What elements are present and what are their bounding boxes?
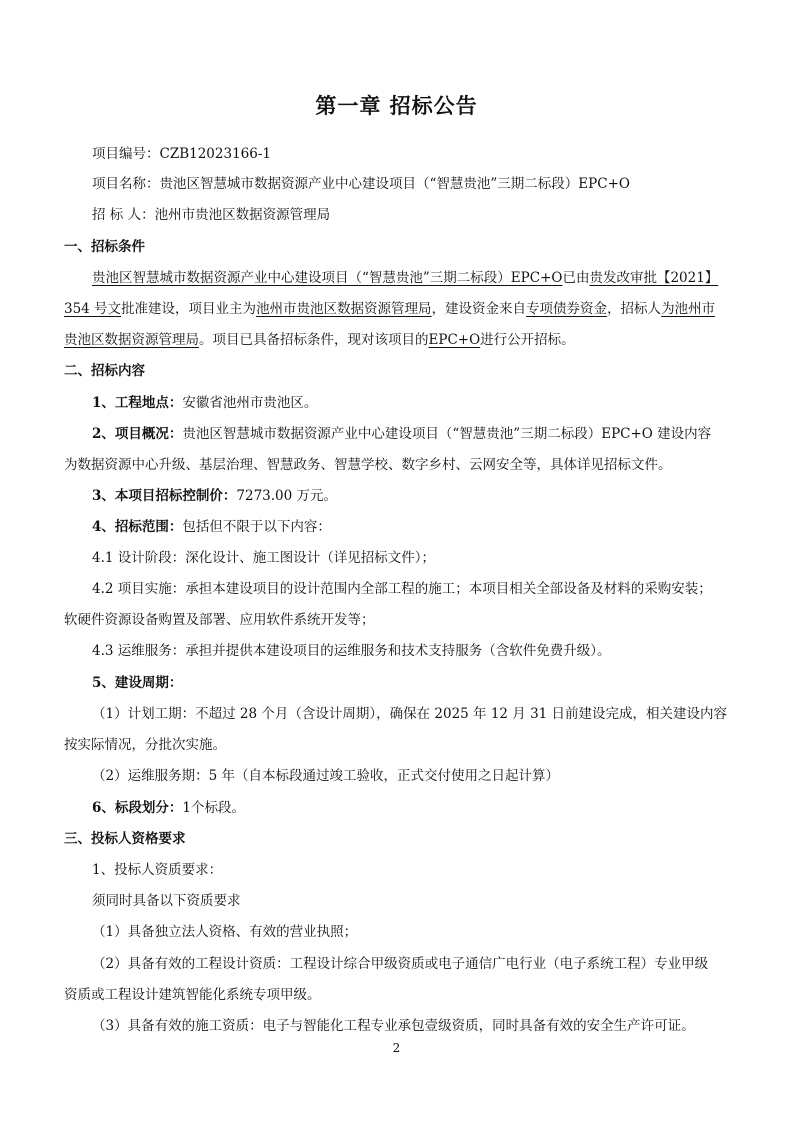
section-1-heading: 一、招标条件 xyxy=(64,239,145,255)
s1-text: 。项目已具备招标条件，现对该项目的 xyxy=(199,332,429,348)
qualification-item-3: （3）具备有效的施工资质：电子与智能化工程专业承包壹级资质，同时具备有效的安全生产许可证。 xyxy=(92,1018,695,1034)
item-label: 2、项目概况： xyxy=(92,426,183,442)
qualification-item-1: （1）具备独立法人资格、有效的营业执照； xyxy=(92,924,358,940)
section-3-heading: 三、投标人资格要求 xyxy=(64,831,186,847)
item-6 xyxy=(92,798,732,818)
qualification-item-2: （2）具备有效的工程设计资质：工程设计综合甲级资质或电子通信广电行业（电子系统工程）专业甲级 xyxy=(92,956,709,972)
item-5-2: （2）运维服务期：5 年（自本标段通过竣工验收，正式交付使用之日起计算） xyxy=(92,768,559,784)
approval-doc-ref: 贵发改审批【2021】 xyxy=(589,270,719,286)
item-5-1-cont: 按实际情况，分批次实施。 xyxy=(64,737,226,753)
s1-line-3 xyxy=(64,330,732,350)
qualification-1: 1、投标人资质要求： xyxy=(92,862,223,878)
s1-text: ，建设资金来自 xyxy=(431,301,527,317)
s1-line-1 xyxy=(92,268,732,288)
item-5 xyxy=(92,673,732,693)
item-4 xyxy=(92,517,732,537)
item-4-1: 4.1 设计阶段：深化设计、施工图设计（详见招标文件）； xyxy=(92,550,436,566)
owner-ref: 池州市贵池区数据资源管理局 xyxy=(256,301,432,317)
section-2-heading: 二、招标内容 xyxy=(64,363,145,379)
mode-ref: EPC+O xyxy=(428,332,481,348)
s1-text: ，招标人 xyxy=(607,301,662,317)
tenderer-ref-2: 贵池区数据资源管理局 xyxy=(64,332,199,348)
page-number: 2 xyxy=(392,1041,401,1055)
project-name: 项目名称：贵池区智慧城市数据资源产业中心建设项目（“智慧贵池”三期二标段）EPC+O xyxy=(92,176,630,192)
project-number: 项目编号：CZB12023166-1 xyxy=(92,146,271,162)
project-name-ref: 贵池区智慧城市数据资源产业中心建设项目（“智慧贵池”三期二标段）EPC+O xyxy=(92,270,563,286)
item-label: 5、建设周期： xyxy=(92,675,183,691)
item-label: 6、标段划分： xyxy=(92,800,183,816)
item-1 xyxy=(92,393,732,413)
item-3 xyxy=(92,486,732,506)
item-5-1: （1）计划工期：不超过 28 个月（含设计周期），确保在 2025 年 12 月 31 日前建设完成，相关建设内容 xyxy=(92,706,728,722)
chapter-title: 第一章 招标公告 xyxy=(315,94,478,118)
qualification-intro: 须同时具备以下资质要求 xyxy=(92,893,241,909)
item-text: 1个标段。 xyxy=(182,800,245,816)
s1-text: 进行公开招标。 xyxy=(480,332,575,348)
tenderer: 招 标 人：池州市贵池区数据资源管理局 xyxy=(92,207,331,223)
item-2 xyxy=(92,424,732,444)
item-text: 7273.00 万元。 xyxy=(236,488,338,504)
s1-text: 批准建设，项目业主为 xyxy=(121,301,257,317)
item-label: 4、招标范围： xyxy=(92,519,183,535)
funding-ref: 专项债券资金 xyxy=(526,301,608,317)
item-4-3: 4.3 运维服务：承担并提供本建设项目的运维服务和技术支持服务（含软件免费升级）。 xyxy=(92,643,611,659)
qualification-item-2-cont: 资质或工程设计建筑智能化系统专项甲级。 xyxy=(64,987,321,1003)
item-label: 1、工程地点： xyxy=(92,395,183,411)
item-2-cont: 为数据资源中心升级、基层治理、智慧政务、智慧学校、数字乡村、云网安全等，具体详见招标文件。 xyxy=(64,457,672,473)
item-4-2: 4.2 项目实施：承担本建设项目的设计范围内全部工程的施工；本项目相关全部设备及材料的采购安装； xyxy=(92,581,712,597)
s1-text: 已由 xyxy=(562,270,590,286)
item-text: 安徽省池州市贵池区。 xyxy=(182,395,318,411)
item-text: 贵池区智慧城市数据资源产业中心建设项目（“智慧贵池”三期二标段）EPC+O 建设内容 xyxy=(182,426,712,442)
s1-line-2 xyxy=(64,299,732,319)
item-label: 3、本项目招标控制价： xyxy=(92,488,237,504)
item-4-2-cont: 软硬件资源设备购置及部署、应用软件系统开发等； xyxy=(64,612,375,628)
tenderer-ref: 为池州市 xyxy=(661,301,716,317)
item-text: 包括但不限于以下内容： xyxy=(182,519,331,535)
approval-doc-ref-2: 354 号文 xyxy=(64,301,122,317)
